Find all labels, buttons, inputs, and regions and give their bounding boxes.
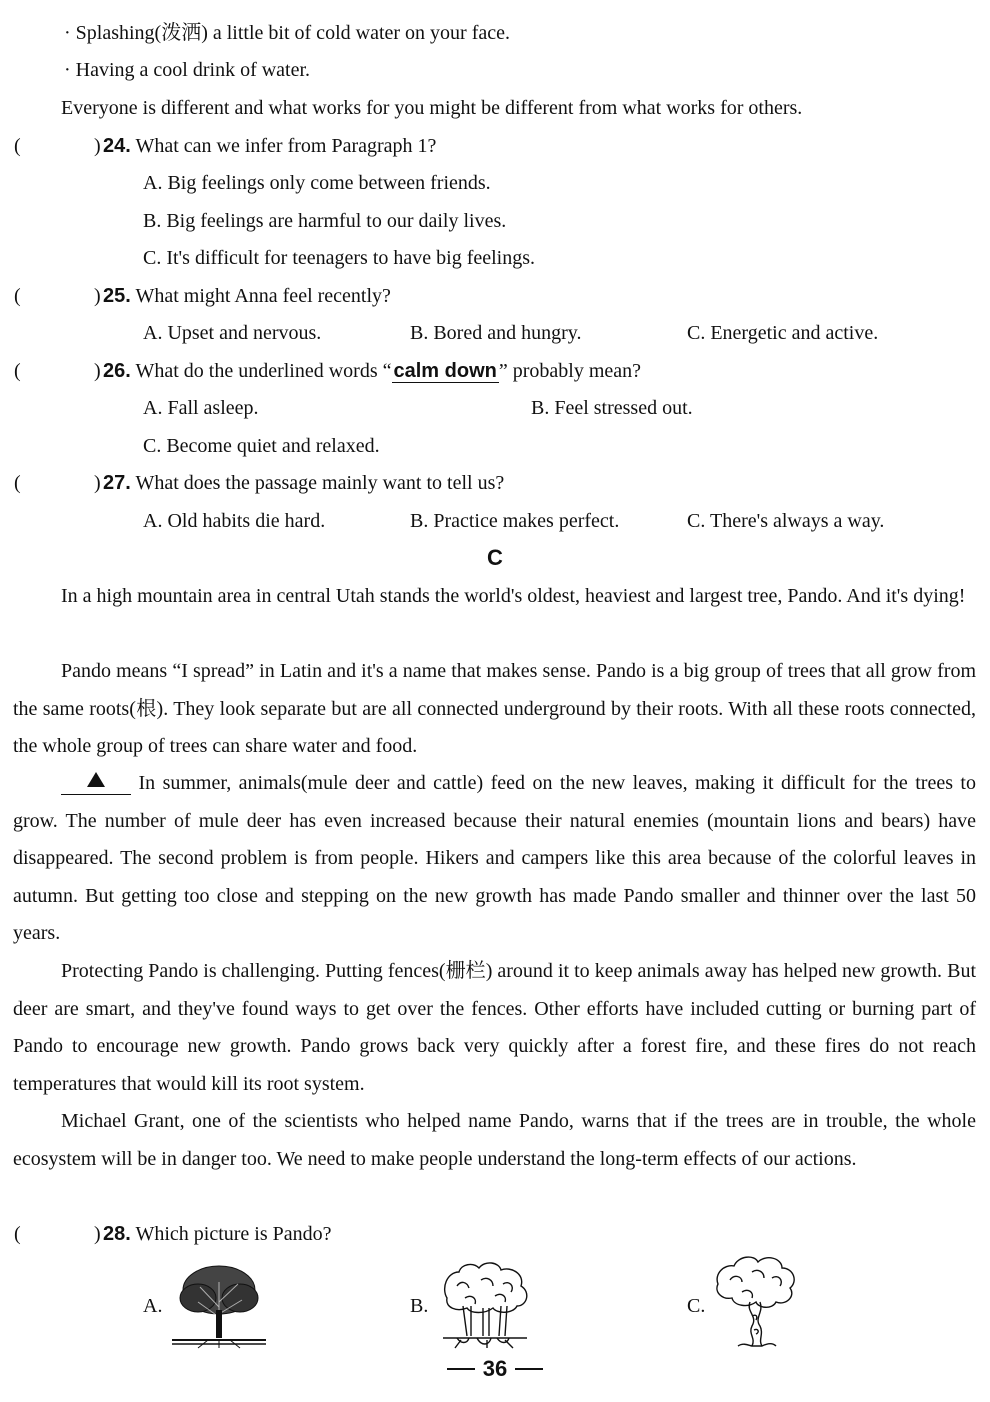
question-number: 26. — [103, 360, 131, 382]
answer-paren-left: ( — [14, 285, 21, 307]
page-footer — [0, 1356, 990, 1382]
q25-option-b: B. Bored and hungry. — [410, 322, 582, 344]
q27-option-b: B. Practice makes perfect. — [410, 510, 620, 532]
passage-c-paragraph-2: Pando means “I spread” in Latin and it's a name that makes sense. Pando is a big group of trees that all grow from the same roots(根). They look separate but are all connected underground by their roots. With all these roots connected, the whole group of trees can share water and food. — [13, 660, 976, 757]
footer-dash-right — [515, 1368, 543, 1370]
question-text — [103, 359, 641, 383]
tree-group-picture — [437, 1258, 533, 1350]
answer-paren-left: ( — [14, 360, 21, 382]
page-number: 36 — [482, 1356, 508, 1381]
q24-option-c: C. It's difficult for teenagers to have big feelings. — [143, 247, 536, 269]
tip-line-2: · Having a cool drink of water. — [64, 59, 311, 81]
closing-line: Everyone is different and what works for you might be different from what works for others. — [61, 97, 803, 119]
section-title-c: C — [487, 545, 503, 570]
question-number: 24. — [103, 135, 131, 157]
q27-option-a: A. Old habits die hard. — [143, 510, 326, 532]
passage-c-paragraph-4: Protecting Pando is challenging. Putting fences(栅栏) around it to keep animals away has helped new growth. But deer are smart, and they've found ways to get over the fences. Other efforts have included cutting or burning part of Pando to encourage new growth. Pando grows back very quickly after a forest fire, and these fires do not reach temperatures that would kill its root system. — [13, 960, 976, 1095]
question-prompt: What might Anna feel recently? — [135, 285, 391, 307]
answer-paren-left: ( — [14, 135, 21, 157]
twisted-tree-picture — [712, 1254, 800, 1352]
question-prompt: What can we infer from Paragraph 1? — [135, 135, 437, 157]
q26-option-b: B. Feel stressed out. — [531, 397, 693, 419]
q26-option-c: C. Become quiet and relaxed. — [143, 435, 380, 457]
tip-line-1: · Splashing(泼洒) a little bit of cold water on your face. — [64, 22, 510, 44]
answer-paren-right: ) — [94, 135, 101, 157]
footer-dash-left — [447, 1368, 475, 1370]
passage-c-paragraph-5: Michael Grant, one of the scientists who helped name Pando, warns that if the trees are in trouble, the whole ecosystem will be in danger too. We need to make people understand the long-term effects of our actions. — [13, 1110, 976, 1170]
question-number: 25. — [103, 285, 131, 307]
question-prompt-post: ” probably mean? — [498, 360, 642, 382]
question-prompt: Which picture is Pando? — [135, 1223, 332, 1245]
question-text — [103, 1222, 332, 1246]
question-prompt-pre: What do the underlined words “ — [135, 360, 392, 382]
question-text — [103, 134, 436, 158]
question-text — [103, 471, 504, 495]
triangle-icon — [87, 772, 105, 787]
passage-c-paragraph-1: In a high mountain area in central Utah stands the world's oldest, heaviest and largest tree, Pando. And it's dying! — [61, 585, 966, 607]
single-tree-picture — [168, 1262, 270, 1350]
underlined-term: calm down — [393, 360, 497, 382]
answer-paren-right: ) — [94, 285, 101, 307]
question-number: 28. — [103, 1223, 131, 1245]
question-text — [103, 284, 391, 308]
q28-option-a-label: A. — [143, 1295, 163, 1317]
answer-paren-right: ) — [94, 472, 101, 494]
question-prompt: What does the passage mainly want to tell us? — [135, 472, 505, 494]
q27-option-c: C. There's always a way. — [687, 510, 885, 532]
answer-paren-right: ) — [94, 1223, 101, 1245]
q24-option-a: A. Big feelings only come between friends. — [143, 172, 491, 194]
answer-paren-left: ( — [14, 472, 21, 494]
q28-option-b-label: B. — [410, 1295, 429, 1317]
passage-c-paragraph-3 — [13, 765, 976, 953]
answer-paren-right: ) — [94, 360, 101, 382]
q24-option-b: B. Big feelings are harmful to our daily lives. — [143, 210, 507, 232]
passage-c-paragraph-3-text: In summer, animals(mule deer and cattle) feed on the new leaves, making it difficult for the trees to grow. The number of mule deer has even increased because their natural enemies (mountain lions and bears) have disappeared. The second problem is from people. Hikers and campers like this area because of the colorful leaves in autumn. But getting too close and stepping on the new growth has made Pando smaller and thinner over the last 50 years. — [13, 772, 976, 944]
answer-paren-left: ( — [14, 1223, 21, 1245]
answer-blank — [61, 768, 131, 795]
q25-option-c: C. Energetic and active. — [687, 322, 879, 344]
question-number: 27. — [103, 472, 131, 494]
q28-option-c-label: C. — [687, 1295, 706, 1317]
q25-option-a: A. Upset and nervous. — [143, 322, 322, 344]
q26-option-a: A. Fall asleep. — [143, 397, 259, 419]
